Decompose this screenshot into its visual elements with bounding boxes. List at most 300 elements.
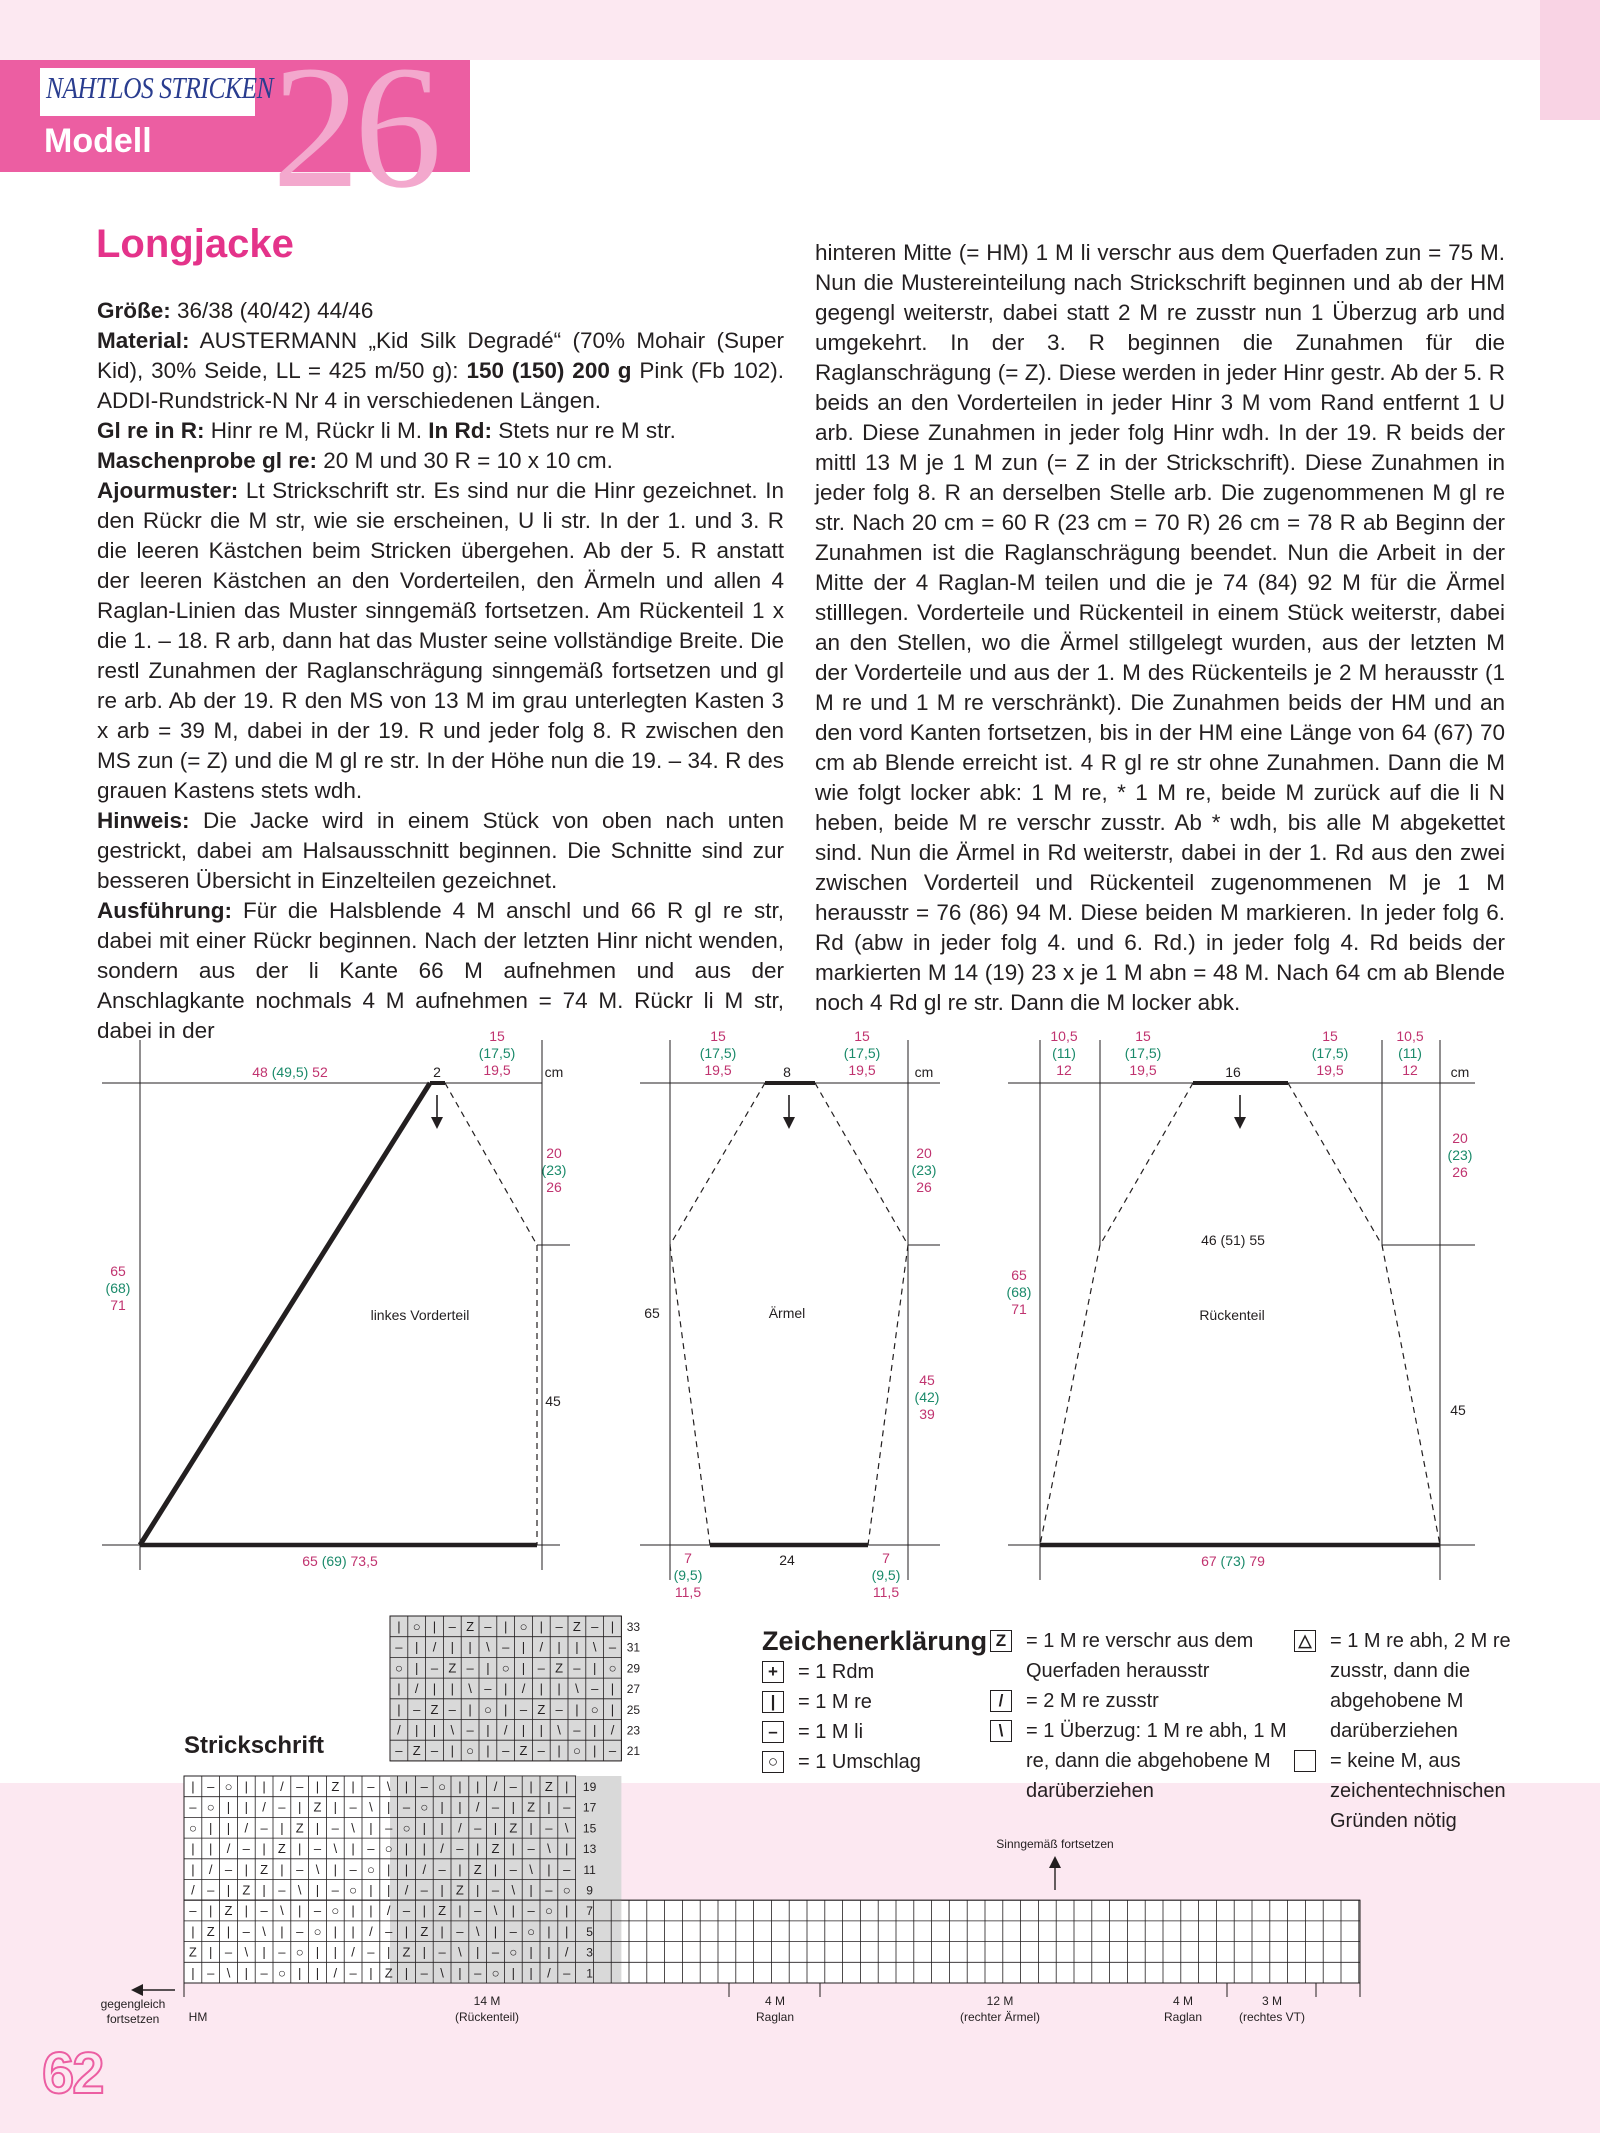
- front-depth-label: (23): [541, 1162, 567, 1178]
- paragraph-label: Hinweis:: [97, 808, 190, 833]
- stitch-symbol: /: [440, 1841, 444, 1857]
- stitch-symbol: |: [333, 1799, 337, 1815]
- sleeve-raglan-left: [670, 1083, 765, 1245]
- row-number: 29: [626, 1661, 641, 1676]
- back-bottom-label: 67 (73) 79: [1201, 1553, 1265, 1569]
- stitch-symbol: –: [395, 1743, 403, 1759]
- front-piece-label: linkes Vorderteil: [370, 1307, 470, 1323]
- stitch-symbol: |: [209, 1944, 213, 1960]
- back-length-label: 65: [1011, 1267, 1027, 1283]
- legend-title: Zeichenerklärung: [762, 1626, 988, 1656]
- stitch-symbol: –: [260, 1965, 268, 1981]
- back-depth-label: 20: [1452, 1130, 1468, 1146]
- stitch-symbol: /: [564, 1944, 569, 1960]
- stitch-symbol: –: [456, 1923, 464, 1939]
- stitch-symbol: \: [557, 1722, 561, 1738]
- stitch-symbol: ○: [420, 1799, 429, 1815]
- stitch-symbol: |: [529, 1820, 533, 1836]
- back-top-label: 16: [1225, 1064, 1241, 1080]
- stitch-symbol: |: [280, 1861, 284, 1877]
- stitch-symbol: |: [529, 1779, 533, 1794]
- stitch-symbol: |: [422, 1820, 426, 1836]
- stitch-symbol: –: [591, 1619, 599, 1634]
- stitch-symbol: –: [331, 1882, 339, 1898]
- stitch-symbol: –: [349, 1861, 357, 1877]
- legend-item: [762, 1687, 982, 1717]
- arrow-down-icon: [783, 1117, 795, 1129]
- stitch-symbol: –: [527, 1903, 535, 1919]
- stitch-symbol: |: [476, 1779, 480, 1794]
- stitch-symbol: /: [539, 1639, 544, 1655]
- stitch-symbol: |: [547, 1944, 551, 1960]
- stitch-symbol: |: [244, 1861, 248, 1877]
- stitch-symbol: |: [369, 1903, 373, 1919]
- stitch-symbol: |: [511, 1965, 515, 1981]
- stitch-symbol: Z: [473, 1861, 482, 1877]
- stitch-symbol: Z: [402, 1944, 411, 1960]
- stitch-symbol: |: [351, 1779, 355, 1794]
- sleeve-depth-label: 26: [916, 1179, 932, 1195]
- stitch-symbol: |: [387, 1882, 391, 1898]
- stitch-symbol: |: [476, 1882, 480, 1898]
- stitch-symbol: –: [484, 1619, 492, 1634]
- stitch-symbol: |: [440, 1820, 444, 1836]
- stitch-symbol: \: [486, 1639, 490, 1655]
- stitch-symbol: |: [422, 1903, 426, 1919]
- sleeve-side-label: 45: [919, 1372, 935, 1388]
- stitch-symbol: |: [298, 1841, 302, 1857]
- k2tog-symbol-icon: /: [990, 1690, 1012, 1712]
- stitch-symbol: –: [448, 1701, 456, 1717]
- stitch-symbol: –: [189, 1799, 197, 1815]
- stitch-symbol: Z: [519, 1743, 528, 1759]
- stitch-symbol: |: [404, 1923, 409, 1939]
- stitch-symbol: –: [563, 1965, 571, 1981]
- stitch-symbol: |: [280, 1820, 284, 1836]
- stitch-symbol: Z: [527, 1799, 536, 1815]
- stitch-symbol: |: [511, 1903, 515, 1919]
- back-side-right: [1382, 1245, 1440, 1545]
- stitch-symbol: \: [315, 1861, 320, 1877]
- stitch-symbol: /: [369, 1923, 373, 1939]
- stitch-symbol: Z: [313, 1799, 322, 1815]
- front-top-width: 48 (49,5) 52: [252, 1064, 328, 1080]
- stitch-symbol: |: [557, 1681, 561, 1697]
- row-number: 31: [626, 1640, 641, 1655]
- stitch-symbol: /: [280, 1779, 284, 1794]
- stitch-symbol: ○: [224, 1779, 233, 1794]
- stitch-symbol: –: [502, 1743, 510, 1759]
- stitch-symbol: Z: [331, 1779, 340, 1794]
- stitch-symbol: –: [474, 1903, 482, 1919]
- back-width-label: 46 (51) 55: [1201, 1232, 1265, 1248]
- paragraph-text: 36/38 (40/42) 44/46: [170, 298, 374, 323]
- stitch-symbol: /: [351, 1944, 355, 1960]
- arrow-left-icon: [131, 1984, 143, 1996]
- sleeve-top-label: 8: [783, 1064, 791, 1080]
- stitch-symbol: /: [458, 1820, 462, 1836]
- paragraph-text: Die Jacke wird in einem Stück von oben nach unten gestrickt, dabei am Halsausschnitt beginnen. Die Schnitte sind zur besseren Übersicht in Einzelteilen gezeichnet.: [97, 808, 784, 893]
- stitch-symbol: |: [610, 1701, 615, 1717]
- chart-section-label: 12 M: [986, 1994, 1014, 2008]
- stitch-symbol: |: [575, 1639, 579, 1655]
- paragraph-text: Lt Strickschrift str. Es sind nur die Hinr gezeichnet. In den Rückr die M str, wie sie erscheinen, U li str. In der 1. und 3. R die leeren Kästchen beim Stricken übergehen. Ab der 5. R anstatt der leeren Kästchen an den Vorderteilen, den Ärmeln und allen 4 Raglan-Linien das Muster sinngemäß fortsetzen. Am Rückenteil 1 x die 1. – 18. R arb, dann hat das Muster seine vollständige Breite. Die restl Zunahmen der Raglanschrägung sinngemäß fortsetzen und gl re arb. Ab der 19. R den MS von 13 M im grau unterlegten Kasten 3 x arb = 39 M, dabei in der 19. R und jeder folg 8. R zwischen den MS zun (= Z) und die M gl re str. In der Höhe nun die 19. – 34. R des grauen Kastens stets wdh.: [97, 478, 784, 803]
- row-number: 23: [626, 1723, 641, 1738]
- legend-item: [1294, 1746, 1544, 1836]
- stitch-symbol: /: [226, 1841, 231, 1857]
- stitch-symbol: |: [397, 1701, 401, 1717]
- front-bottom-label: 65 (69) 73,5: [302, 1553, 378, 1569]
- stitch-symbol: –: [207, 1965, 215, 1981]
- stitch-symbol: Z: [572, 1619, 581, 1634]
- stitch-symbol: |: [547, 1799, 551, 1815]
- stitch-symbol: –: [608, 1743, 617, 1759]
- stitch-symbol: /: [503, 1722, 508, 1738]
- stitch-symbol: \: [262, 1923, 266, 1939]
- stitch-symbol: |: [432, 1681, 437, 1697]
- stitch-symbol: –: [509, 1861, 517, 1877]
- stitch-symbol: ○: [402, 1820, 411, 1836]
- stitch-symbol: |: [262, 1779, 266, 1794]
- chart-section-label: 3 M: [1261, 1994, 1283, 2008]
- stitch-symbol: Z: [420, 1923, 429, 1939]
- stitch-symbol: |: [529, 1882, 533, 1898]
- stitch-symbol: ○: [562, 1882, 571, 1898]
- stitch-symbol: Z: [466, 1619, 475, 1634]
- stitch-symbol: /: [404, 1882, 409, 1898]
- stitch-symbol: –: [491, 1882, 500, 1898]
- stitch-symbol: –: [413, 1701, 421, 1717]
- stitch-symbol: |: [209, 1820, 213, 1836]
- stitch-symbol: –: [474, 1820, 482, 1836]
- stitch-symbol: –: [207, 1882, 215, 1898]
- stitch-symbol: ○: [384, 1841, 393, 1857]
- stitch-symbol: |: [369, 1820, 373, 1836]
- stitch-symbol: –: [545, 1882, 553, 1898]
- sleeve-top-left-label: 19,5: [704, 1062, 732, 1078]
- front-length-label: 65: [110, 1263, 126, 1279]
- stitch-symbol: –: [591, 1681, 599, 1697]
- stitch-symbol: |: [415, 1639, 419, 1655]
- stitch-symbol: |: [404, 1779, 409, 1794]
- back-length-label: 71: [1011, 1301, 1027, 1317]
- stitch-symbol: ○: [491, 1965, 500, 1981]
- stitch-symbol: |: [387, 1861, 391, 1877]
- stitch-symbol: –: [349, 1799, 357, 1815]
- stitch-symbol: |: [468, 1639, 472, 1655]
- stitch-symbol: /: [414, 1681, 419, 1697]
- unit-label: cm: [914, 1064, 934, 1080]
- row-number: 11: [583, 1862, 596, 1877]
- stitch-symbol: –: [545, 1820, 553, 1836]
- legend-text: = 1 M re abh, 2 M re zusstr, dann die abgehobene M darüberziehen: [1330, 1630, 1511, 1742]
- back-t2-label: 15: [1135, 1028, 1151, 1044]
- stitch-symbol: |: [315, 1820, 320, 1836]
- stitch-symbol: |: [486, 1743, 490, 1759]
- stitch-symbol: ○: [519, 1619, 528, 1634]
- stitch-symbol: \: [297, 1882, 302, 1898]
- legend-text: = 1 M re verschr aus dem Querfaden herausstr: [1026, 1630, 1254, 1682]
- stitch-symbol: |: [511, 1841, 515, 1857]
- stitch-symbol: |: [387, 1944, 391, 1960]
- stitch-symbol: –: [563, 1861, 571, 1877]
- stitch-symbol: –: [537, 1743, 545, 1759]
- stitch-symbol: |: [191, 1861, 195, 1877]
- legend-column-1: [762, 1657, 982, 1777]
- sleeve-top-right-label: 15: [854, 1028, 870, 1044]
- stitch-symbol: |: [422, 1841, 426, 1857]
- row-number: 25: [626, 1702, 641, 1717]
- stitch-symbol: |: [493, 1923, 498, 1939]
- stitch-symbol: |: [565, 1841, 569, 1857]
- stitch-symbol: \: [592, 1639, 597, 1655]
- stitch-symbol: \: [493, 1903, 498, 1919]
- stitch-symbol: |: [557, 1743, 561, 1759]
- stitch-symbol: Z: [555, 1660, 564, 1676]
- stitch-symbol: Z: [242, 1882, 251, 1898]
- stitch-symbol: \: [351, 1820, 355, 1836]
- stitch-symbol: /: [521, 1681, 526, 1697]
- sleeve-top-right-label: (17,5): [843, 1045, 881, 1061]
- stitch-symbol: |: [351, 1841, 355, 1857]
- paragraph-bold: 150 (150) 200 g: [466, 358, 632, 383]
- stitch-symbol: |: [315, 1779, 320, 1794]
- stitch-symbol: |: [280, 1923, 284, 1939]
- stitch-symbol: Z: [188, 1944, 197, 1960]
- stitch-symbol: |: [486, 1722, 490, 1738]
- stitch-symbol: |: [351, 1923, 355, 1939]
- stitch-symbol: –: [491, 1799, 500, 1815]
- stitch-symbol: |: [226, 1799, 231, 1815]
- stitch-symbol: –: [474, 1965, 482, 1981]
- row-number: 1: [586, 1966, 593, 1981]
- stitch-symbol: \: [575, 1681, 579, 1697]
- mirror-label: fortsetzen: [106, 2012, 160, 2026]
- stitch-symbol: –: [331, 1820, 339, 1836]
- back-t3-label: (17,5): [1311, 1045, 1349, 1061]
- stitch-symbol: /: [333, 1965, 338, 1981]
- stitch-symbol: |: [504, 1701, 508, 1717]
- stitch-symbol: |: [565, 1779, 569, 1794]
- stitch-symbol: –: [509, 1923, 517, 1939]
- stitch-symbol: ○: [501, 1660, 510, 1676]
- stitch-symbol: |: [397, 1619, 401, 1634]
- plus-symbol-icon: +: [762, 1661, 784, 1683]
- stitch-symbol: |: [369, 1882, 373, 1898]
- stitch-symbol: /: [244, 1820, 249, 1836]
- stitch-symbol: –: [296, 1861, 304, 1877]
- stitch-symbol: |: [440, 1882, 444, 1898]
- back-t1-label: (11): [1052, 1045, 1076, 1061]
- arrow-up-icon: [1049, 1856, 1061, 1868]
- stitch-symbol: |: [415, 1722, 419, 1738]
- sleeve-cuff-right-label: (9,5): [871, 1567, 901, 1583]
- sleeve-seam-left: [670, 1245, 710, 1545]
- stitch-symbol: –: [509, 1779, 517, 1794]
- stitch-symbol: |: [333, 1861, 337, 1877]
- triangle-symbol-icon: △: [1294, 1630, 1316, 1652]
- stitch-symbol: –: [555, 1619, 563, 1634]
- stitch-symbol: |: [404, 1841, 409, 1857]
- stitch-symbol: |: [226, 1820, 231, 1836]
- stitch-symbol: \: [386, 1779, 391, 1794]
- stitch-symbol: Z: [438, 1903, 447, 1919]
- legend-text: = 1 Überzug: 1 M re abh, 1 M re, dann die abgehobene M darüberziehen: [1026, 1720, 1287, 1802]
- stitch-symbol: Z: [537, 1701, 546, 1717]
- sleeve-cuff-left-label: 11,5: [674, 1584, 702, 1600]
- unit-label: cm: [1450, 1064, 1470, 1080]
- sleeve-length-label: 65: [644, 1305, 660, 1321]
- stitch-symbol: |: [315, 1882, 320, 1898]
- stitch-symbol: –: [420, 1882, 428, 1898]
- stitch-symbol: \: [244, 1944, 249, 1960]
- stitch-symbol: |: [504, 1619, 508, 1634]
- right-column-text: hinteren Mitte (= HM) 1 M li verschr aus dem Querfaden zun = 75 M. Nun die Mustereinteilung nach Strickschrift beginnen und ab der HM gegengl weiterstr, dabei statt 2 M re zusstr nun 1 Überzug arb und umgekehrt. In der 3. R beginnen die Zunahmen für die Raglanschrägung (= Z). Diese werden in jeder Hinr gestr. Ab der 5. R beids an den Vorderteilen in jeder Hinr 3 M vom Rand entfernt 1 U arb. Diese Zunahmen in jeder folg Hinr wdh. In der 19. R beids der mittl 13 M je 1 M zun (= Z in der Strickschrift). Diese Zunahmen in jeder folg 8. R an derselben Stelle arb. Die zugenommenen M gl re str. Nach 20 cm = 60 R (23 cm = 70 R) 26 cm = 78 R ab Beginn der Zunahmen ist die Raglanschrägung beendet. Nun die Arbeit in der Mitte der 4 Raglan-M teilen und die je 74 (84) 92 M für die Ärmel stilllegen. Vorderteile und Rückenteil in einem Stück weiterstr, dabei an den Stellen, wo die Ärmel stillgelegt wurden, aus der letzten M der Vorderteile und aus der 1. M des Rückenteils je 2 M herausstr (1 M re und 1 M re verschränkt). Die Zunahmen beids der HM und an den vord Kanten fortsetzen, bis in der HM eine Länge von 64 (67) 70 cm ab Blende erreicht ist. 4 R gl re str ohne Zunahmen. Dann die M wie folgt locker abk: 1 M re, * 1 M re, beide M zurück auf die li N heben, beide M re verschr zusstr. Ab * wdh, bis alle M abgekettet sind. Nun die Ärmel in Rd weiterstr, dabei in der 1. Rd aus den zwei zwischen Vorderteil und Rückenteil zugenommenen M je 1 M herausstr = 76 (86) 94 M. Diese beiden M markieren. In jeder folg 6. Rd (abw in jeder folg 4. und 6. Rd.) in jeder folg 4. Rd beids der markierten M 14 (19) 23 x je 1 M abn = 48 M. Nach 64 cm ab Blende noch 4 Rd gl re str. Dann die M locker abk.: [815, 240, 1505, 1015]
- row-number: 15: [582, 1821, 597, 1836]
- page-number: 62: [42, 2041, 103, 2106]
- back-t2-label: 19,5: [1129, 1062, 1157, 1078]
- stitch-symbol: |: [458, 1779, 462, 1794]
- stitch-symbol: /: [397, 1722, 401, 1738]
- front-depth-label: 20: [546, 1145, 562, 1161]
- stitch-symbol: |: [191, 1923, 195, 1939]
- stitch-symbol: /: [422, 1861, 427, 1877]
- legend-item: [762, 1657, 982, 1687]
- stitch-symbol: –: [367, 1944, 375, 1960]
- stitch-symbol: –: [608, 1639, 617, 1655]
- stitch-symbol: –: [242, 1841, 250, 1857]
- stitch-symbol: \: [529, 1861, 533, 1877]
- stitch-symbol: –: [502, 1639, 510, 1655]
- sleeve-cuff-right-label: 11,5: [872, 1584, 900, 1600]
- stitch-symbol: |: [209, 1903, 213, 1919]
- stitch-symbol: –: [224, 1861, 233, 1877]
- stitch-symbol: ○: [206, 1799, 215, 1815]
- sleeve-side-label: (42): [914, 1389, 940, 1405]
- stitch-symbol: –: [278, 1944, 286, 1960]
- stitch-symbol: \: [458, 1944, 462, 1960]
- page-title: Longjacke: [96, 222, 294, 266]
- stitch-symbol: –: [278, 1882, 286, 1898]
- stitch-symbol: |: [458, 1799, 462, 1815]
- stitch-symbol: \: [333, 1841, 338, 1857]
- stitch-symbol: Z: [509, 1820, 518, 1836]
- stitch-symbol: |: [191, 1965, 195, 1981]
- stitch-symbol: –: [224, 1944, 233, 1960]
- paragraph-label: Ajourmuster:: [97, 478, 239, 503]
- stitch-symbol: |: [521, 1639, 526, 1655]
- chart-section-label: Raglan: [755, 2010, 795, 2024]
- stitch-symbol: Z: [544, 1779, 553, 1794]
- stitch-symbol: \: [468, 1681, 472, 1697]
- stitch-symbol: |: [493, 1861, 498, 1877]
- stitch-symbol: |: [404, 1965, 409, 1981]
- row-number: 3: [586, 1945, 593, 1960]
- sleeve-depth-label: 20: [916, 1145, 932, 1161]
- stitch-symbol: |: [565, 1903, 569, 1919]
- stitch-symbol: \: [369, 1799, 373, 1815]
- stitch-symbol: –: [420, 1965, 428, 1981]
- stitch-symbol: –: [242, 1923, 250, 1939]
- stitch-symbol: |: [415, 1660, 419, 1676]
- stitch-symbol: –: [313, 1841, 322, 1857]
- stitch-symbol: –: [420, 1779, 428, 1794]
- circle-symbol-icon: ○: [762, 1751, 784, 1773]
- unit-label: cm: [544, 1064, 564, 1080]
- stitch-symbol: Z: [455, 1882, 464, 1898]
- paragraph-label: In Rd:: [428, 418, 493, 443]
- sleeve-piece-label: Ärmel: [768, 1305, 806, 1321]
- stitch-symbol: –: [385, 1923, 393, 1939]
- back-t4-label: 12: [1402, 1062, 1418, 1078]
- stitch-symbol: |: [468, 1701, 472, 1717]
- sleeve-top-left-label: (17,5): [699, 1045, 737, 1061]
- chart-section-label: 14 M: [473, 1994, 501, 2008]
- back-piece-label: Rückenteil: [1199, 1307, 1265, 1323]
- stitch-symbol: |: [450, 1639, 454, 1655]
- stitch-symbol: ○: [509, 1944, 518, 1960]
- legend-text: = 1 Umschlag: [798, 1751, 921, 1773]
- stitch-symbol: –: [367, 1841, 375, 1857]
- stitch-symbol: ○: [438, 1779, 447, 1794]
- stitch-symbol: |: [521, 1722, 526, 1738]
- stitch-symbol: |: [486, 1660, 490, 1676]
- paragraph-label: Gl re in R:: [97, 418, 205, 443]
- stitch-symbol: –: [466, 1660, 474, 1676]
- stitch-symbol: ○: [466, 1743, 475, 1759]
- back-raglan-left: [1100, 1083, 1193, 1245]
- stitch-symbol: |: [298, 1903, 302, 1919]
- stitch-symbol: –: [313, 1903, 322, 1919]
- stitch-symbol: \: [280, 1903, 284, 1919]
- stitch-symbol: Z: [277, 1841, 286, 1857]
- stitch-symbol: \: [511, 1882, 516, 1898]
- stitch-symbol: |: [387, 1799, 391, 1815]
- stitch-symbol: –: [207, 1779, 215, 1794]
- legend-item: [990, 1626, 1290, 1686]
- stitch-symbol: /: [191, 1882, 195, 1898]
- stitch-symbol: |: [397, 1681, 401, 1697]
- front-side-label: 45: [545, 1393, 561, 1409]
- stitch-symbol: |: [432, 1619, 437, 1634]
- stitch-symbol: |: [575, 1701, 579, 1717]
- legend-item: [1294, 1626, 1544, 1746]
- stitch-symbol: –: [402, 1799, 411, 1815]
- stitch-symbol: |: [226, 1882, 231, 1898]
- stitch-symbol: |: [422, 1944, 426, 1960]
- stitch-symbol: Z: [491, 1841, 500, 1857]
- stitch-symbol: –: [537, 1660, 545, 1676]
- stitch-symbol: |: [315, 1965, 320, 1981]
- paragraph-label: Material:: [97, 328, 190, 353]
- stitch-symbol: |: [244, 1799, 248, 1815]
- stitch-symbol: |: [476, 1841, 480, 1857]
- stitch-symbol: /: [386, 1903, 391, 1919]
- legend-column-3: [1294, 1626, 1544, 1836]
- front-length-label: 71: [110, 1297, 126, 1313]
- paragraph-label: Größe:: [97, 298, 171, 323]
- chart-section-label: 4 M: [764, 1994, 786, 2008]
- stitch-symbol: |: [315, 1944, 320, 1960]
- stitch-symbol: |: [529, 1944, 533, 1960]
- sleeve-cuff-left-label: 7: [684, 1550, 692, 1566]
- front-depth-label: 26: [546, 1179, 562, 1195]
- stitch-symbol: \: [547, 1841, 551, 1857]
- back-t4-label: (11): [1398, 1045, 1422, 1061]
- front-length-label: (68): [105, 1280, 131, 1296]
- stitch-symbol: |: [209, 1841, 213, 1857]
- series-title: NAHTLOS STRICKEN: [46, 70, 274, 105]
